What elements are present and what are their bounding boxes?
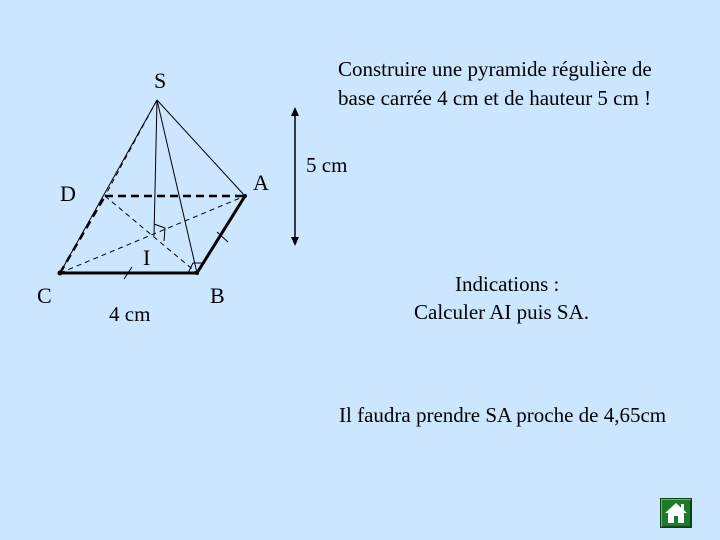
height-arrow-head-bottom xyxy=(291,237,299,246)
indications-line-2: Calculer AI puis SA. xyxy=(414,300,589,324)
vertex-A-dot xyxy=(243,194,247,198)
vertex-A-label: A xyxy=(253,170,269,195)
vertex-C-label: C xyxy=(37,283,52,308)
home-button[interactable] xyxy=(660,498,692,528)
edge-BA xyxy=(197,196,245,273)
instruction-line-1: Construire une pyramide régulière de xyxy=(338,57,652,81)
vertex-C-dot xyxy=(58,271,63,276)
height-arrow-head-top xyxy=(291,107,299,116)
vertex-B-dot xyxy=(195,271,199,275)
vertex-S-label: S xyxy=(154,68,167,93)
edge-SD xyxy=(105,100,157,196)
hint-text: Il faudra prendre SA proche de 4,65cm xyxy=(339,403,667,427)
vertex-D-label: D xyxy=(60,181,76,206)
height-SI xyxy=(154,100,157,236)
diagonal-CA xyxy=(60,196,245,273)
diagonal-DB xyxy=(105,196,197,273)
edge-SA xyxy=(157,100,245,196)
vertex-I-label: I xyxy=(143,245,151,270)
height-label: 5 cm xyxy=(306,153,348,177)
edge-SB xyxy=(157,100,197,273)
instruction-line-2: base carrée 4 cm et de hauteur 5 cm ! xyxy=(338,86,652,110)
base-label: 4 cm xyxy=(109,302,151,326)
home-icon xyxy=(661,499,691,527)
indications-line-1: Indications : xyxy=(455,272,560,296)
vertex-B-label: B xyxy=(210,283,225,308)
